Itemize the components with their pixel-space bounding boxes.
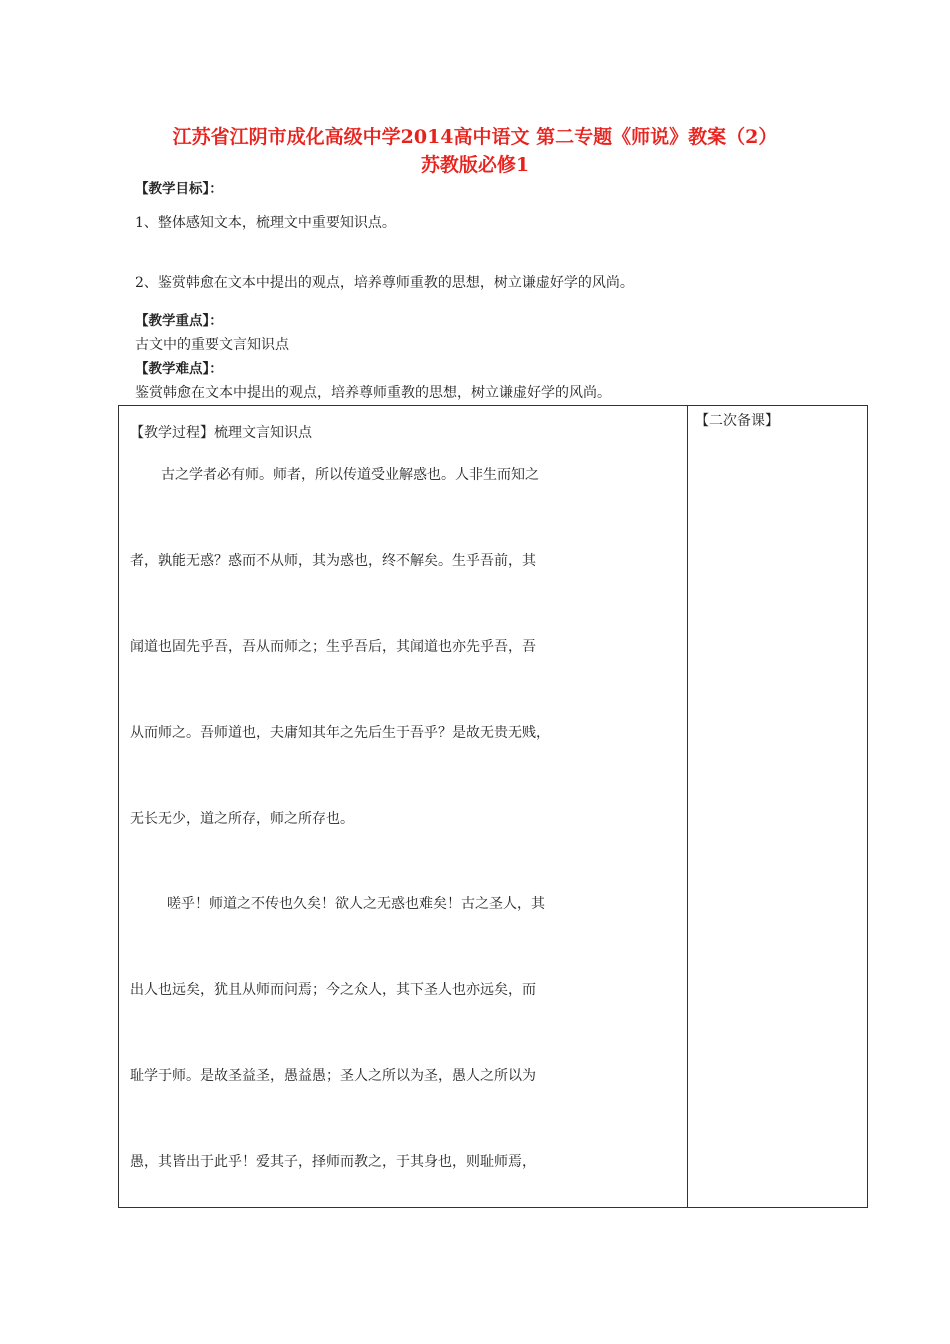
difficulty-heading: 【教学难点】： <box>135 361 223 377</box>
objectives-heading: 【教学目标】： <box>135 181 223 197</box>
passage-line: 愚，其皆出于此乎！爱其子，择师而教之，于其身也，则耻师焉， <box>130 1154 536 1170</box>
document-title-line-2: 苏教版必修1 <box>420 154 530 176</box>
passage-line: 从而师之。吾师道也，夫庸知其年之先后生于吾乎？是故无贵无贱， <box>130 725 550 741</box>
document-title-line-1: 江苏省江阴市成化高级中学2014高中语文 第二专题《师说》教案（2） <box>172 126 778 148</box>
passage-line: 古之学者必有师。师者，所以传道受业解惑也。人非生而知之 <box>161 467 539 483</box>
table-column-divider <box>687 406 688 1207</box>
passage-line: 闻道也固先乎吾，吾从而师之；生乎吾后，其闻道也亦先乎吾，吾 <box>130 639 536 655</box>
objective-2: 2、鉴赏韩愈在文本中提出的观点，培养尊师重教的思想，树立谦虚好学的风尚。 <box>135 275 634 291</box>
side-heading: 【二次备课】 <box>695 413 779 429</box>
passage-line: 嗟乎！师道之不传也久矣！欲人之无惑也难矣！古之圣人，其 <box>167 896 545 912</box>
process-heading: 【教学过程】梳理文言知识点 <box>130 425 312 441</box>
key-points-heading: 【教学重点】： <box>135 313 223 329</box>
difficulty-text: 鉴赏韩愈在文本中提出的观点，培养尊师重教的思想，树立谦虚好学的风尚。 <box>135 385 611 401</box>
passage-line: 耻学于师。是故圣益圣，愚益愚；圣人之所以为圣，愚人之所以为 <box>130 1068 536 1084</box>
passage-line: 者，孰能无惑？惑而不从师，其为惑也，终不解矣。生乎吾前，其 <box>130 553 536 569</box>
passage-line: 无长无少，道之所存，师之所存也。 <box>130 811 354 827</box>
passage-line: 出人也远矣，犹且从师而问焉；今之众人，其下圣人也亦远矣，而 <box>130 982 536 998</box>
key-points-text: 古文中的重要文言知识点 <box>135 337 289 353</box>
lesson-table <box>118 405 868 1208</box>
objective-1: 1、整体感知文本，梳理文中重要知识点。 <box>135 215 396 231</box>
